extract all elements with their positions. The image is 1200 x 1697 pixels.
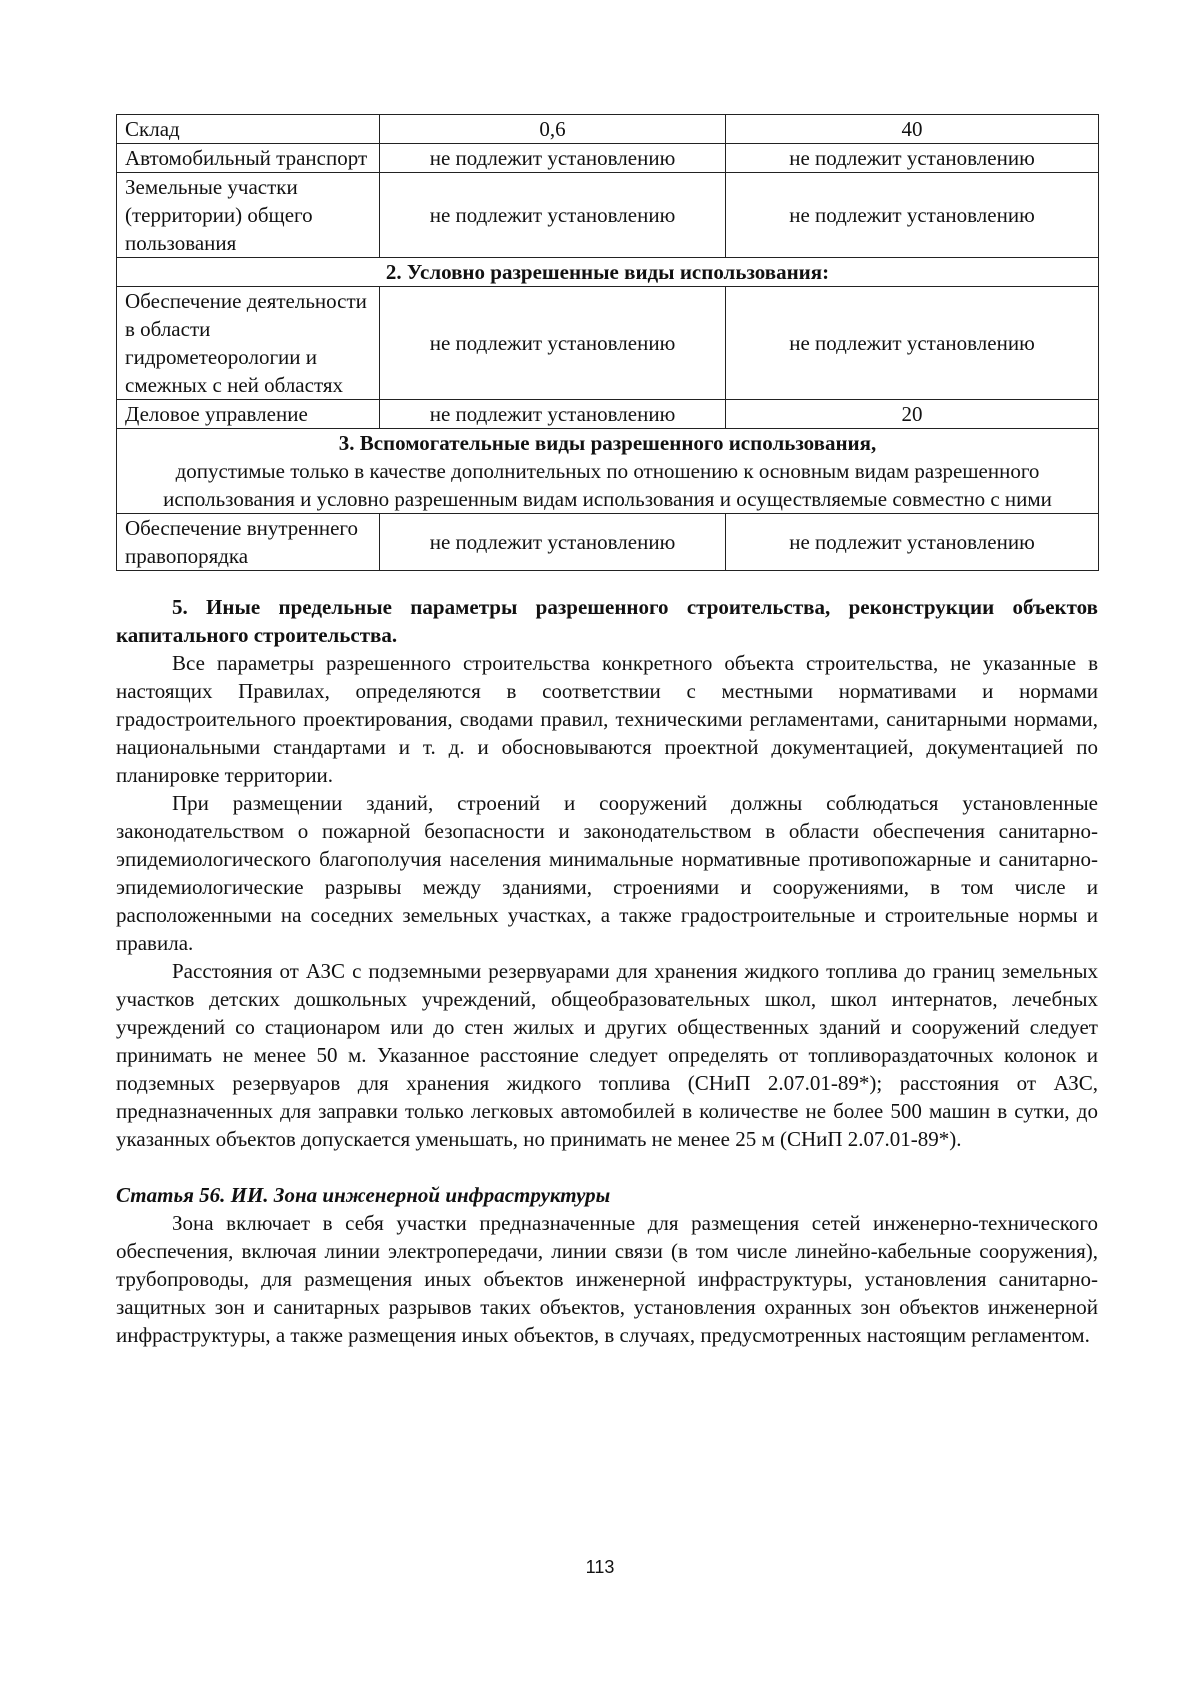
table-row (117, 400, 1099, 429)
table-cell-min: не подлежит установлению (380, 514, 726, 571)
table-cell-min: не подлежит установлению (380, 173, 726, 258)
table-row (117, 173, 1099, 258)
section-3-title: 3. Вспомогательные виды разрешенного использования, (338, 431, 877, 455)
section-5-paragraph: Расстояния от АЗС с подземными резервуарами для хранения жидкого топлива до границ земельных участков детских дошкольных учреждений, общеобразовательных школ, школ интернатов, лечебных учреждений со стационаром или до стен жилых и других общественных зданий и сооружений следует принимать не менее 50 м. Указанное расстояние следует определять от топливораздаточных колонок и подземных резервуаров для хранения жидкого топлива (СНиП 2.07.01-89*); расстояния от АЗС, предназначенных для заправки только легковых автомобилей в количестве не более 500 машин в сутки, до указанных объектов допускается уменьшать, но принимать не менее 25 м (СНиП 2.07.01-89*). (116, 959, 1098, 1151)
table-row (117, 144, 1099, 173)
article-56-paragraph: Зона включает в себя участки предназначенные для размещения сетей инженерно-технического обеспечения, включая линии электропередачи, линии связи (в том числе линейно-кабельные сооружения), трубопроводы, для размещения иных объектов инженерной инфраструктуры, установления санитарно-защитных зон и санитарных разрывов таких объектов, установления охранных зон объектов инженерной инфраструктуры, а также размещения иных объектов, в случаях, предусмотренных настоящим регламентом. (116, 1211, 1098, 1347)
article-56-heading: Статья 56. ИИ. Зона инженерной инфраструктуры (116, 1183, 611, 1207)
table-cell-max: не подлежит установлению (726, 514, 1099, 571)
table-cell-min: не подлежит установлению (380, 287, 726, 400)
table-row (117, 287, 1099, 400)
table-section-row (117, 429, 1099, 514)
section-3-subtitle: допустимые только в качестве дополнительных по отношению к основным видам разрешенного использования и условно разрешенным видам использования и осуществляемые совместно с ними (163, 459, 1052, 511)
table-section-row (117, 258, 1099, 287)
table-cell-max: не подлежит установлению (726, 144, 1099, 173)
section-2-title: 2. Условно разрешенные виды использования: (117, 258, 1099, 287)
table-cell-min: не подлежит установлению (380, 400, 726, 429)
table-cell-name: Земельные участки (территории) общего пользования (117, 173, 380, 258)
table-cell-max: 20 (726, 400, 1099, 429)
section-5-heading: 5. Иные предельные параметры разрешенного строительства, реконструкции объектов капитального строительства. (116, 595, 1098, 647)
section-5-paragraph: При размещении зданий, строений и сооружений должны соблюдаться установленные законодательством о пожарной безопасности и законодательством в области обеспечения санитарно-эпидемиологического благополучия населения минимальные нормативные противопожарные и санитарно-эпидемиологические разрывы между зданиями, строениями и сооружениями, в том числе и расположенными на соседних земельных участках, а также градостроительные и строительные нормы и правила. (116, 791, 1098, 955)
table-cell-max: не подлежит установлению (726, 287, 1099, 400)
table-cell-min: не подлежит установлению (380, 144, 726, 173)
table-cell-name: Автомобильный транспорт (117, 144, 380, 173)
table-cell-name: Обеспечение деятельности в области гидрометеорологии и смежных с ней областях (117, 287, 380, 400)
page-number: 113 (585, 1557, 615, 1577)
table-row (117, 115, 1099, 144)
table-cell-min: 0,6 (380, 115, 726, 144)
table-cell-name: Обеспечение внутреннего правопорядка (117, 514, 380, 571)
table-cell-name: Склад (117, 115, 380, 144)
page-content (116, 114, 1098, 1349)
table-cell-max: не подлежит установлению (726, 173, 1099, 258)
table-row (117, 514, 1099, 571)
section-5-paragraph: Все параметры разрешенного строительства конкретного объекта строительства, не указанные в настоящих Правилах, определяются в соответствии с местными нормативами и нормами градостроительного проектирования, сводами правил, техническими регламентами, санитарными нормами, национальными стандартами и т. д. и обосновываются проектной документацией, документацией по планировке территории. (116, 651, 1098, 787)
parameters-table (116, 114, 1099, 571)
table-cell-name: Деловое управление (117, 400, 380, 429)
section-3-cell (117, 429, 1099, 514)
table-cell-max: 40 (726, 115, 1099, 144)
